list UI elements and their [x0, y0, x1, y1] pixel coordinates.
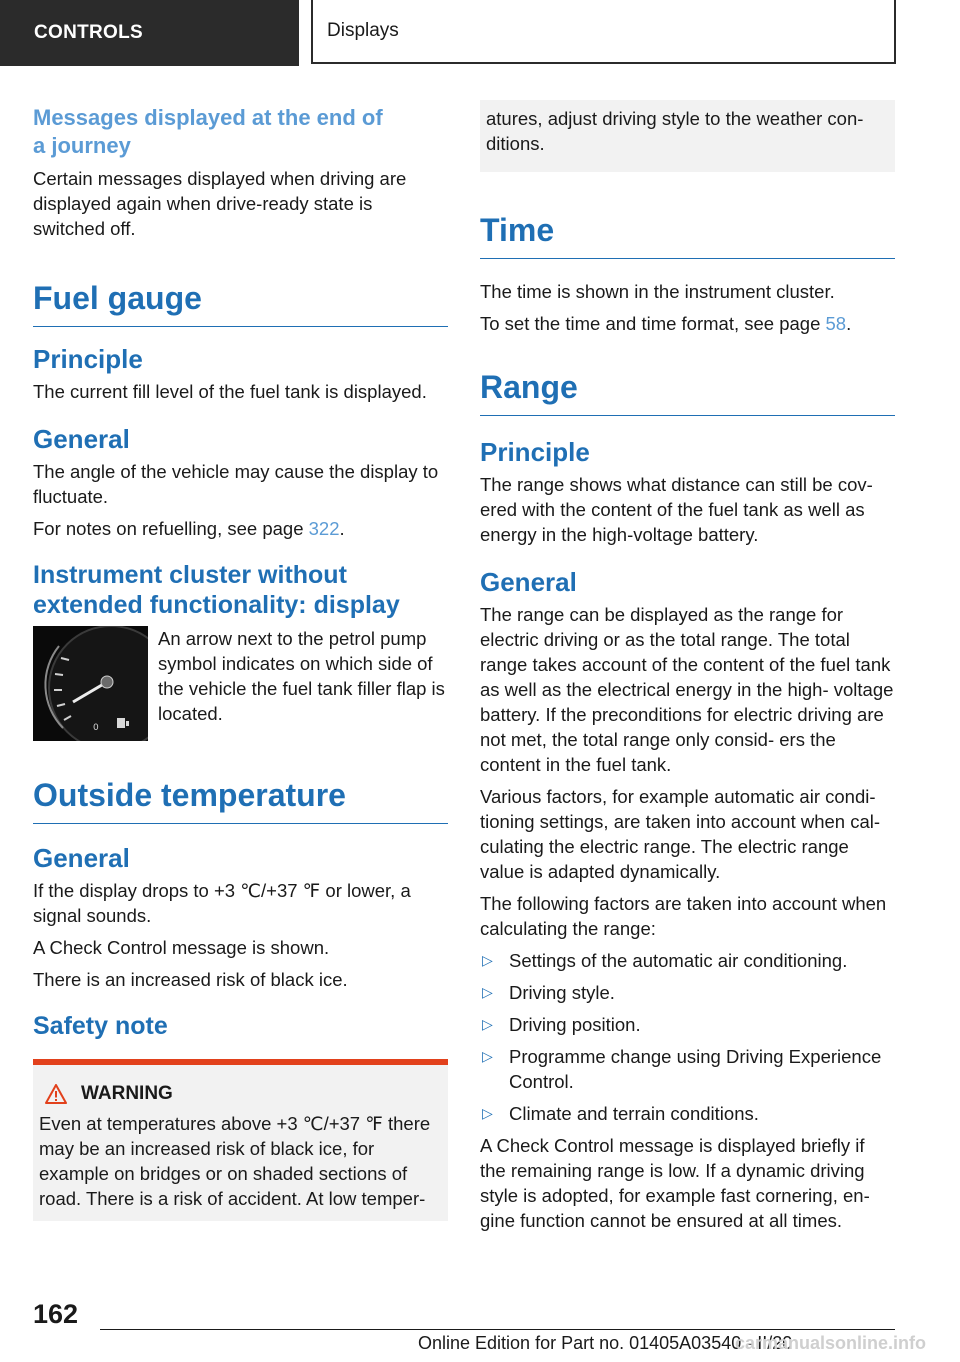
refuel-page-link[interactable]: 322 — [308, 518, 340, 539]
time-set-text — [480, 311, 895, 336]
range-title: Range — [480, 367, 895, 416]
fuel-gauge-drawing — [33, 626, 148, 741]
range-factors-text: The following factors are taken into account when calculating the range: — [480, 893, 887, 939]
triangle-right-icon: ▷ — [482, 1048, 493, 1064]
range-various-text: Various factors, for example automatic air condi- tioning settings, are taken into account when cal- culating the electric range. The electric range value is adapted dynamically. — [480, 786, 881, 882]
list-item — [480, 1012, 895, 1037]
list-item — [480, 948, 895, 973]
journey-heading-line2: a journey — [33, 133, 131, 158]
list-item — [480, 1101, 895, 1126]
range-final-text: A Check Control message is displayed briefly if the remaining range is low. If a dynamic driving style is adopted, for example fast cornering, en- gine function cannot be ensured at all times. — [480, 1135, 870, 1231]
list-item-text: Programme change using Driving Experience Control. — [509, 1046, 882, 1092]
time-set-text-main: To set the time and time format, see page — [480, 313, 826, 334]
fuel-gauge-title: Fuel gauge — [33, 278, 448, 327]
principle-heading: Principle — [33, 344, 143, 374]
triangle-right-icon: ▷ — [482, 984, 493, 1000]
warning-title-text: WARNING — [81, 1083, 173, 1104]
page-number: 162 — [33, 1299, 79, 1329]
journey-heading-line1: Messages displayed at the end of — [33, 105, 383, 130]
triangle-right-icon: ▷ — [482, 952, 493, 968]
refuel-text-main: For notes on refuelling, see page — [33, 518, 309, 539]
warning-continued-text: atures, adjust driving style to the weather con- ditions. — [486, 108, 864, 154]
black-ice-text: There is an increased risk of black ice. — [33, 969, 348, 990]
time-set-text-end: . — [846, 313, 852, 334]
list-item-text: Settings of the automatic air conditioning. — [509, 950, 848, 971]
journey-text: Certain messages displayed when driving are displayed again when drive-ready state is switched off. — [33, 168, 407, 239]
cluster-heading-line2: extended functionality: display — [33, 591, 400, 619]
general2-heading: General — [33, 843, 130, 873]
time-text: The time is shown in the instrument cluster. — [480, 281, 835, 302]
list-item-text: Driving style. — [509, 982, 615, 1003]
time-page-link[interactable]: 58 — [825, 313, 847, 334]
cluster-heading-line1: Instrument cluster without — [33, 561, 347, 589]
warning-title — [39, 1081, 442, 1107]
fuel-gauge-image — [33, 626, 148, 741]
right-column — [480, 100, 895, 1240]
time-title: Time — [480, 210, 895, 259]
range-principle-text: The range shows what distance can still be cov- ered with the content of the fuel tank as well as energy in the high-voltage battery. — [480, 474, 873, 545]
svg-text:0: 0 — [93, 723, 99, 733]
chapter-tab: Displays — [311, 0, 896, 64]
left-column — [33, 100, 448, 1221]
list-item — [480, 1044, 895, 1094]
warning-text: Even at temperatures above +3 ℃/+37 ℉ there may be an increased risk of black ice, for example on bridges or on shaded sections of road. There is a risk of accident. At low temper- — [39, 1113, 431, 1209]
cluster-text: An arrow next to the petrol pump symbol indicates on which side of the vehicle the fuel tank filler flap is located. — [158, 628, 445, 724]
footer-edition: Online Edition for Part no. 01405A03540 - II/20 — [418, 1333, 793, 1353]
general-heading: General — [33, 424, 130, 454]
list-item — [480, 980, 895, 1005]
principle-text: The current fill level of the fuel tank is displayed. — [33, 381, 427, 402]
refuel-text — [33, 516, 448, 541]
footer-watermark: carmanualsonline.info — [735, 1333, 927, 1353]
triangle-right-icon: ▷ — [482, 1016, 493, 1032]
triangle-right-icon: ▷ — [482, 1105, 493, 1121]
page-header — [0, 0, 960, 66]
list-item-text: Climate and terrain conditions. — [509, 1103, 759, 1124]
outside-temperature-title: Outside temperature — [33, 775, 448, 824]
warning-box-continued — [480, 100, 895, 172]
general-text: The angle of the vehicle may cause the display to fluctuate. — [33, 461, 439, 507]
journey-heading — [33, 104, 448, 160]
warning-triangle-icon — [45, 1084, 67, 1104]
list-item-text: Driving position. — [509, 1014, 641, 1035]
section-tab: CONTROLS — [0, 0, 299, 66]
range-factors-list — [480, 948, 895, 1126]
range-general-text: The range can be displayed as the range for electric driving or as the total range. The total range takes account of the content of the fuel tank as well as the electrical energy in the high- voltage battery. If the preconditions for electric driving are not met, the total range only consid- ers the content in the fuel tank. — [480, 604, 894, 775]
check-control-text: A Check Control message is shown. — [33, 937, 330, 958]
cluster-heading — [33, 560, 448, 620]
range-general-heading: General — [480, 567, 577, 597]
cluster-figure-row — [33, 626, 448, 741]
safety-note-heading: Safety note — [33, 1012, 168, 1040]
range-principle-heading: Principle — [480, 437, 590, 467]
refuel-text-end: . — [339, 518, 345, 539]
warning-box — [33, 1059, 448, 1221]
general2-text: If the display drops to +3 ℃/+37 ℉ or lower, a signal sounds. — [33, 880, 411, 926]
